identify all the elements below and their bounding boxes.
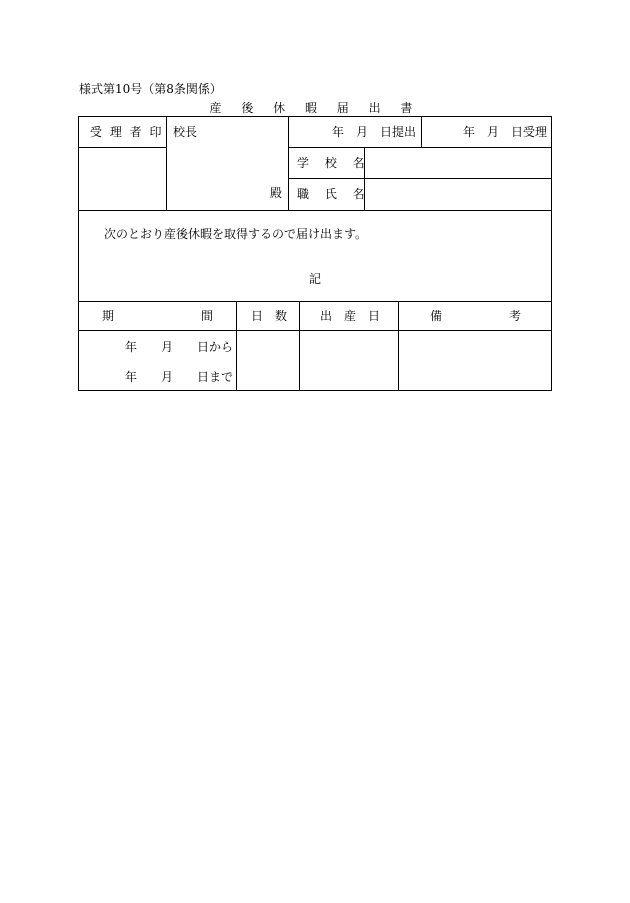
received-date: 年 月 日受理 xyxy=(463,125,548,139)
statement-text: 次のとおり産後休暇を取得するので届け出ます。 xyxy=(104,227,368,241)
remarks-field[interactable] xyxy=(403,340,547,384)
addressee: 校長 xyxy=(173,125,198,139)
position-name-field[interactable] xyxy=(372,187,544,201)
ki-label: 記 xyxy=(309,272,322,286)
remarks-header-left: 備 xyxy=(430,309,443,323)
period-header-right: 間 xyxy=(201,309,214,323)
honorific: 殿 xyxy=(270,186,283,200)
document-title: 産 後 休 暇 届 出 書 xyxy=(209,101,421,115)
receiver-seal-label: 受 理 者 印 xyxy=(90,125,164,139)
submitted-date: 年 月 日提出 xyxy=(332,125,417,139)
receiver-seal-area xyxy=(79,148,166,210)
school-name-label: 学 校 名 xyxy=(297,156,371,170)
days-field[interactable] xyxy=(241,340,295,384)
period-header-left: 期 xyxy=(102,309,115,323)
days-header: 日 数 xyxy=(251,309,288,323)
birth-date-header: 出 産 日 xyxy=(320,309,381,323)
remarks-header-right: 考 xyxy=(509,309,522,323)
form-number: 様式第10号（第8条関係） xyxy=(79,82,222,96)
birth-date-field[interactable] xyxy=(304,340,394,384)
period-to: 年 月 日まで xyxy=(125,370,234,384)
school-name-field[interactable] xyxy=(372,156,544,170)
position-name-label: 職 氏 名 xyxy=(297,187,371,201)
period-from: 年 月 日から xyxy=(125,340,234,354)
